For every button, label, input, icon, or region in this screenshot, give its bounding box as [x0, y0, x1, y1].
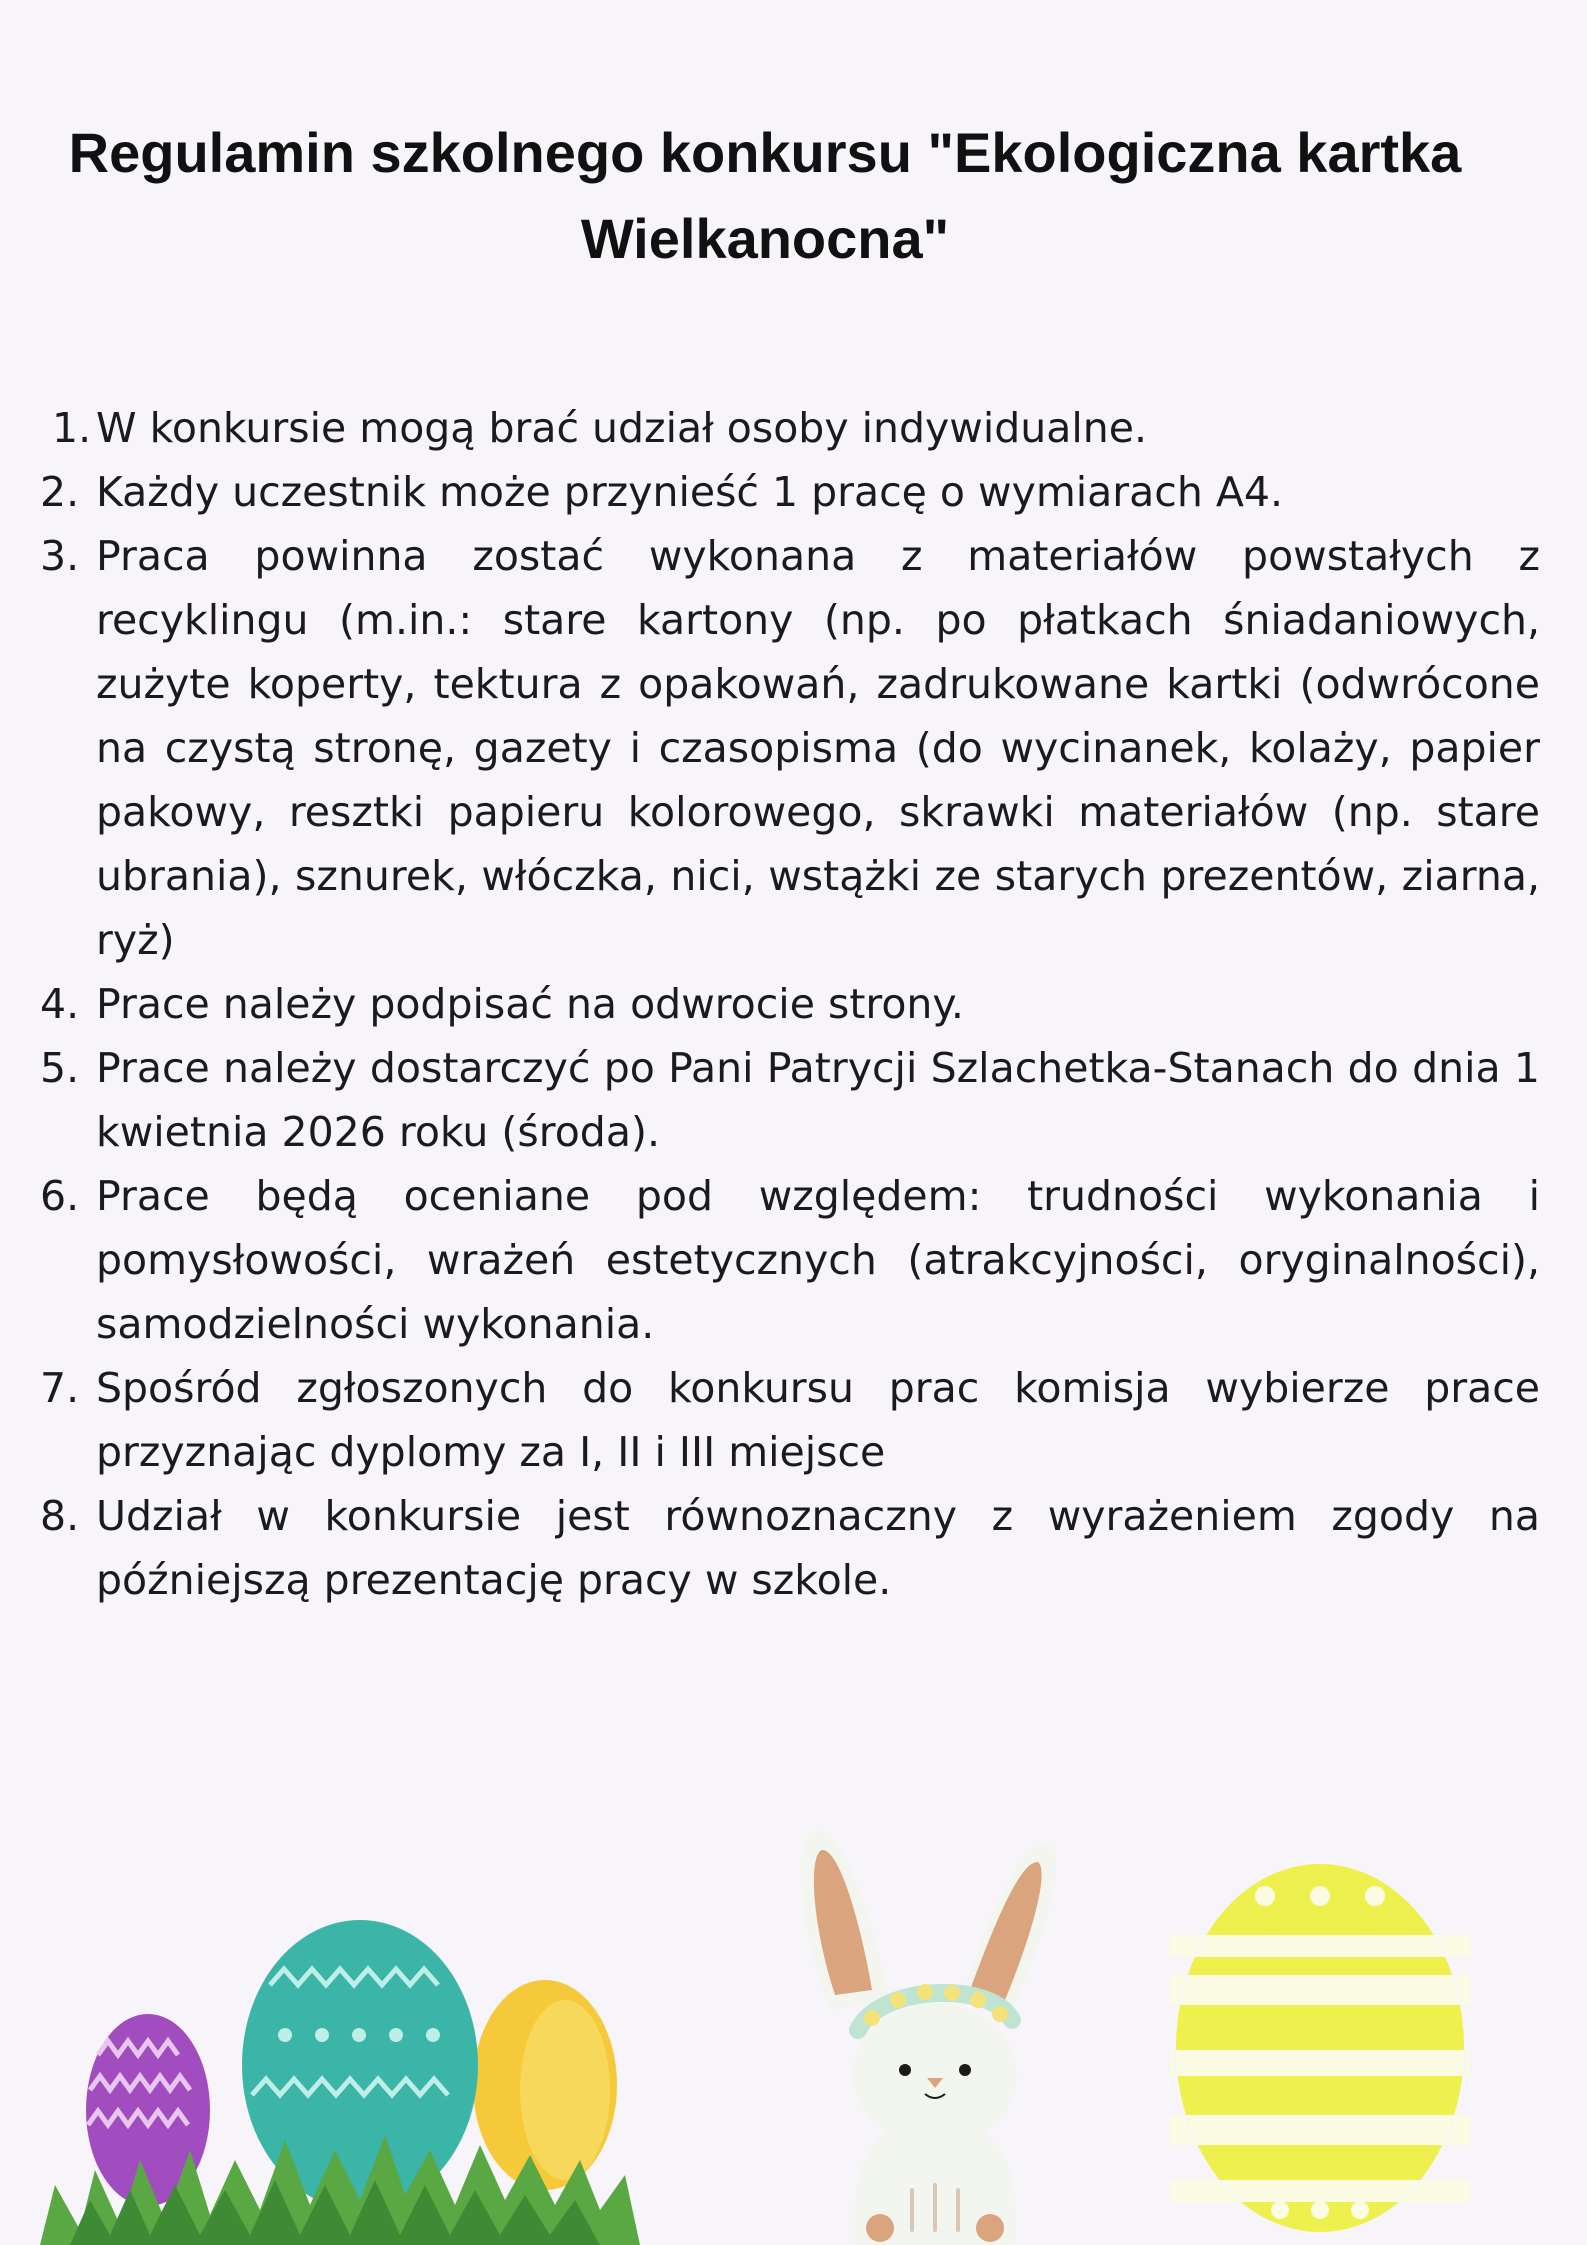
rule-text: Prace należy podpisać na odwrocie strony.	[96, 980, 964, 1028]
easter-decorations	[0, 1780, 1587, 2245]
rule-text: W konkursie mogą brać udział osoby indywidualne.	[96, 404, 1147, 452]
bunny-icon	[801, 1830, 1057, 2245]
rule-number: 2.	[40, 468, 80, 516]
rule-number: 5.	[40, 1044, 80, 1092]
rule-text: Prace należy dostarczyć po Pani Patrycji Szlachetka-Stanach do dnia 1 kwietnia 2026 roku (środa).	[96, 1044, 1540, 1156]
page-title: Regulamin szkolnego konkursu "Ekologiczna kartka Wielkanocna"	[68, 121, 1462, 270]
rule-number: 6.	[40, 1172, 80, 1220]
rule-text: Praca powinna zostać wykonana z materiałów powstałych z recyklingu (m.in.: stare kartony (np. po płatkach śniadaniowych, zużyte koperty, tektura z opakowań, zadrukowane kartki (odwrócone na czystą stronę, gazety i czasopisma (do wycinanek, kolaży, papier pakowy, resztki papieru kolorowego, skrawki materiałów (np. stare ubrania), sznurek, włóczka, nici, wstążki ze starych prezentów, ziarna, ryż)	[96, 532, 1540, 964]
yellow-easter-egg-icon	[1170, 1863, 1470, 2233]
rule-item	[40, 1356, 1540, 1484]
rule-item	[40, 524, 1540, 972]
rule-number: 3.	[40, 532, 80, 580]
rule-number: 4.	[40, 980, 80, 1028]
rule-text: Spośród zgłoszonych do konkursu prac komisja wybierze prace przyznając dyplomy za I, II i III miejsce	[96, 1364, 1540, 1476]
rule-text: Prace będą oceniane pod względem: trudności wykonania i pomysłowości, wrażeń estetycznych (atrakcyjności, oryginalności), samodzielności wykonania.	[96, 1172, 1540, 1348]
rule-item	[40, 1164, 1540, 1356]
rule-item	[40, 1484, 1540, 1612]
rule-text: Każdy uczestnik może przynieść 1 pracę o wymiarach A4.	[96, 468, 1283, 516]
rules-list	[40, 396, 1540, 1612]
easter-eggs-in-grass-icon	[40, 1920, 640, 2245]
rule-number: 7.	[40, 1364, 80, 1412]
rule-item	[40, 972, 1540, 1036]
rule-item	[40, 1036, 1540, 1164]
rule-text: Udział w konkursie jest równoznaczny z wyrażeniem zgody na późniejszą prezentację pracy w szkole.	[96, 1492, 1540, 1604]
rule-item	[40, 460, 1540, 524]
rule-item	[40, 396, 1540, 460]
rule-number: 1.	[52, 404, 92, 452]
rule-number: 8.	[40, 1492, 80, 1540]
